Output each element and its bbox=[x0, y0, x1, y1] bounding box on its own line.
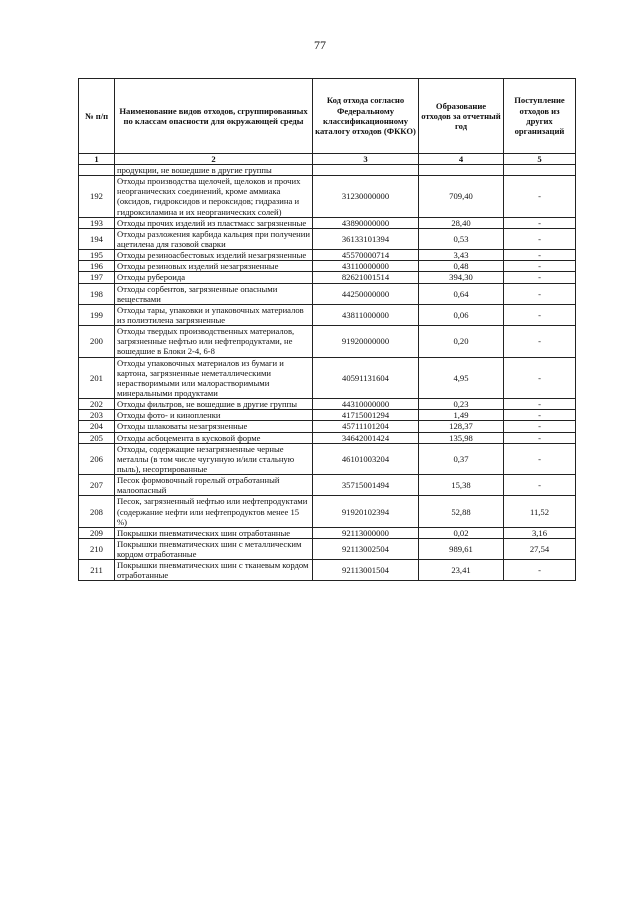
waste-name: Отходы производства щелочей, щелоков и прочих неорганических соединений, кроме аммиака (оксидов, гидроксидов и пероксидов; гидразина и гидроксиламина и их неорганических солей) bbox=[115, 176, 313, 218]
table-row bbox=[79, 304, 576, 325]
generated-amount: 709,40 bbox=[419, 176, 504, 218]
row-number: 197 bbox=[79, 272, 115, 283]
column-number: 2 bbox=[115, 154, 313, 165]
generated-amount: 0,37 bbox=[419, 443, 504, 474]
row-number: 202 bbox=[79, 399, 115, 410]
fkko-code: 45570000714 bbox=[313, 250, 419, 261]
header-waste-name: Наименование видов отходов, сгруппированных по классам опасности для окружающей среды bbox=[115, 79, 313, 154]
row-number: 210 bbox=[79, 538, 115, 559]
row-number: 193 bbox=[79, 217, 115, 228]
header-received: Поступление отходов из других организаций bbox=[504, 79, 576, 154]
received-amount: - bbox=[504, 283, 576, 304]
row-number: 200 bbox=[79, 326, 115, 357]
fkko-code bbox=[313, 165, 419, 176]
waste-name: Отходы разложения карбида кальция при получении ацетилена для газовой сварки bbox=[115, 228, 313, 249]
fkko-code: 92113001504 bbox=[313, 560, 419, 581]
fkko-code: 31230000000 bbox=[313, 176, 419, 218]
generated-amount: 128,37 bbox=[419, 421, 504, 432]
table-row bbox=[79, 326, 576, 357]
row-number: 204 bbox=[79, 421, 115, 432]
received-amount: - bbox=[504, 357, 576, 399]
table-row bbox=[79, 250, 576, 261]
row-number: 199 bbox=[79, 304, 115, 325]
fkko-code: 44250000000 bbox=[313, 283, 419, 304]
column-number: 5 bbox=[504, 154, 576, 165]
waste-table bbox=[78, 78, 576, 581]
column-number: 1 bbox=[79, 154, 115, 165]
waste-name: Отходы твердых производственных материалов, загрязненные нефтью или нефтепродуктами, не вошедшие в Блоки 2-4, 6-8 bbox=[115, 326, 313, 357]
table-row bbox=[79, 283, 576, 304]
waste-name: Песок, загрязненный нефтью или нефтепродуктами (содержание нефти или нефтепродуктов менее 15 %) bbox=[115, 496, 313, 527]
generated-amount: 394,30 bbox=[419, 272, 504, 283]
generated-amount: 1,49 bbox=[419, 410, 504, 421]
received-amount: - bbox=[504, 432, 576, 443]
row-number: 209 bbox=[79, 527, 115, 538]
waste-name: Отходы фильтров, не вошедшие в другие группы bbox=[115, 399, 313, 410]
waste-name: Отходы резиновых изделий незагрязненные bbox=[115, 261, 313, 272]
table-row bbox=[79, 475, 576, 496]
received-amount: - bbox=[504, 326, 576, 357]
received-amount: - bbox=[504, 250, 576, 261]
table-row bbox=[79, 228, 576, 249]
fkko-code: 40591131604 bbox=[313, 357, 419, 399]
received-amount: - bbox=[504, 228, 576, 249]
column-number: 3 bbox=[313, 154, 419, 165]
table-body bbox=[79, 165, 576, 581]
received-amount: 11,52 bbox=[504, 496, 576, 527]
generated-amount: 15,38 bbox=[419, 475, 504, 496]
table-row bbox=[79, 165, 576, 176]
received-amount: - bbox=[504, 304, 576, 325]
table-row bbox=[79, 217, 576, 228]
waste-name: Отходы рубероида bbox=[115, 272, 313, 283]
table-header bbox=[79, 79, 576, 165]
row-number: 201 bbox=[79, 357, 115, 399]
table-row bbox=[79, 421, 576, 432]
generated-amount: 0,64 bbox=[419, 283, 504, 304]
generated-amount: 52,88 bbox=[419, 496, 504, 527]
fkko-code: 41715001294 bbox=[313, 410, 419, 421]
received-amount: 27,54 bbox=[504, 538, 576, 559]
waste-name: Отходы прочих изделий из пластмасс загрязненные bbox=[115, 217, 313, 228]
generated-amount: 3,43 bbox=[419, 250, 504, 261]
table-row bbox=[79, 560, 576, 581]
fkko-code: 43110000000 bbox=[313, 261, 419, 272]
waste-name: Покрышки пневматических шин с тканевым кордом отработанные bbox=[115, 560, 313, 581]
received-amount: - bbox=[504, 443, 576, 474]
header-number: № п/п bbox=[79, 79, 115, 154]
row-number bbox=[79, 165, 115, 176]
waste-name: Отходы шлаковаты незагрязненные bbox=[115, 421, 313, 432]
row-number: 206 bbox=[79, 443, 115, 474]
waste-name: Отходы резиноасбестовых изделий незагрязненные bbox=[115, 250, 313, 261]
table-row bbox=[79, 399, 576, 410]
received-amount bbox=[504, 165, 576, 176]
waste-name: Отходы упаковочных материалов из бумаги и картона, загрязненные неметаллическими нерастворимыми или малорастворимыми минеральными продуктами bbox=[115, 357, 313, 399]
waste-name: Песок формовочный горелый отработанный малоопасный bbox=[115, 475, 313, 496]
waste-name: продукции, не вошедшие в другие группы bbox=[115, 165, 313, 176]
row-number: 203 bbox=[79, 410, 115, 421]
generated-amount: 0,02 bbox=[419, 527, 504, 538]
received-amount: - bbox=[504, 560, 576, 581]
table-row bbox=[79, 538, 576, 559]
row-number: 195 bbox=[79, 250, 115, 261]
generated-amount: 989,61 bbox=[419, 538, 504, 559]
row-number: 208 bbox=[79, 496, 115, 527]
fkko-code: 45711101204 bbox=[313, 421, 419, 432]
table-row bbox=[79, 176, 576, 218]
fkko-code: 91920102394 bbox=[313, 496, 419, 527]
table-row bbox=[79, 357, 576, 399]
table-row bbox=[79, 496, 576, 527]
generated-amount: 0,23 bbox=[419, 399, 504, 410]
row-number: 211 bbox=[79, 560, 115, 581]
received-amount: 3,16 bbox=[504, 527, 576, 538]
fkko-code: 82621001514 bbox=[313, 272, 419, 283]
generated-amount: 4,95 bbox=[419, 357, 504, 399]
table-row bbox=[79, 410, 576, 421]
received-amount: - bbox=[504, 421, 576, 432]
received-amount: - bbox=[504, 176, 576, 218]
row-number: 194 bbox=[79, 228, 115, 249]
generated-amount: 0,20 bbox=[419, 326, 504, 357]
table-row bbox=[79, 443, 576, 474]
generated-amount: 0,48 bbox=[419, 261, 504, 272]
page-number: 77 bbox=[314, 38, 326, 52]
fkko-code: 43890000000 bbox=[313, 217, 419, 228]
waste-name: Отходы фото- и кинопленки bbox=[115, 410, 313, 421]
generated-amount: 28,40 bbox=[419, 217, 504, 228]
generated-amount: 0,06 bbox=[419, 304, 504, 325]
fkko-code: 92113000000 bbox=[313, 527, 419, 538]
fkko-code: 91920000000 bbox=[313, 326, 419, 357]
fkko-code: 43811000000 bbox=[313, 304, 419, 325]
generated-amount: 23,41 bbox=[419, 560, 504, 581]
column-number: 4 bbox=[419, 154, 504, 165]
fkko-code: 34642001424 bbox=[313, 432, 419, 443]
waste-name: Отходы сорбентов, загрязненные опасными веществами bbox=[115, 283, 313, 304]
fkko-code: 44310000000 bbox=[313, 399, 419, 410]
fkko-code: 92113002504 bbox=[313, 538, 419, 559]
fkko-code: 46101003204 bbox=[313, 443, 419, 474]
fkko-code: 35715001494 bbox=[313, 475, 419, 496]
waste-name: Отходы асбоцемента в кусковой форме bbox=[115, 432, 313, 443]
header-fkko-code: Код отхода согласно Федеральному классификационному каталогу отходов (ФККО) bbox=[313, 79, 419, 154]
received-amount: - bbox=[504, 475, 576, 496]
row-number: 207 bbox=[79, 475, 115, 496]
waste-name: Отходы тары, упаковки и упаковочных материалов из полиэтилена загрязненные bbox=[115, 304, 313, 325]
received-amount: - bbox=[504, 410, 576, 421]
table-row bbox=[79, 527, 576, 538]
fkko-code: 36133101394 bbox=[313, 228, 419, 249]
table-row bbox=[79, 272, 576, 283]
header-generated: Образование отходов за отчетный год bbox=[419, 79, 504, 154]
generated-amount bbox=[419, 165, 504, 176]
row-number: 205 bbox=[79, 432, 115, 443]
table-row bbox=[79, 432, 576, 443]
generated-amount: 0,53 bbox=[419, 228, 504, 249]
received-amount: - bbox=[504, 399, 576, 410]
waste-name: Покрышки пневматических шин с металлическим кордом отработанные bbox=[115, 538, 313, 559]
table-row bbox=[79, 261, 576, 272]
received-amount: - bbox=[504, 261, 576, 272]
row-number: 198 bbox=[79, 283, 115, 304]
received-amount: - bbox=[504, 272, 576, 283]
row-number: 192 bbox=[79, 176, 115, 218]
row-number: 196 bbox=[79, 261, 115, 272]
waste-name: Покрышки пневматических шин отработанные bbox=[115, 527, 313, 538]
generated-amount: 135,98 bbox=[419, 432, 504, 443]
received-amount: - bbox=[504, 217, 576, 228]
waste-name: Отходы, содержащие незагрязненные черные металлы (в том числе чугунную и/или стальную пыль), несортированные bbox=[115, 443, 313, 474]
